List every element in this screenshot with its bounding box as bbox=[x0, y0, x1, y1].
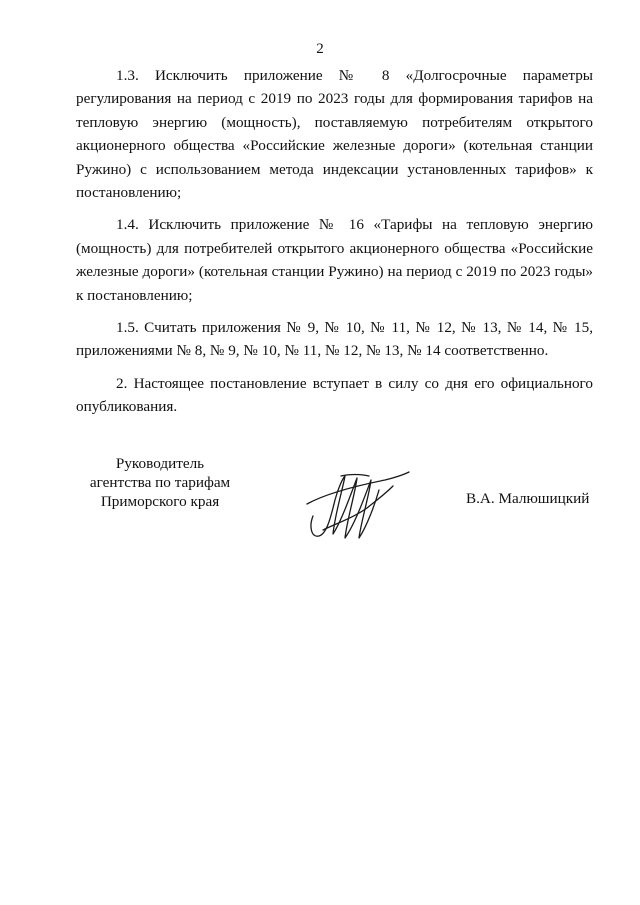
signer-title-line: агентства по тарифам bbox=[89, 474, 231, 491]
handwritten-signature bbox=[305, 464, 415, 544]
signer-name: В.А. Малюшицкий bbox=[466, 490, 590, 507]
page-number: 2 bbox=[316, 41, 324, 57]
paragraph-1-4: 1.4. Исключить приложение № 16 «Тарифы на тепловую энергию (мощность) для потребителей открытого акционерного общества «Российские железные дороги» (котельная станции Ружино) на период с 2019 по 2023 годы» к постановлению; bbox=[76, 216, 593, 304]
signer-title-line: Руководитель bbox=[115, 455, 205, 472]
signer-title-line: Приморского края bbox=[100, 493, 220, 510]
document-body bbox=[76, 64, 593, 428]
signer-title bbox=[70, 454, 250, 511]
paragraph-1-5: 1.5. Считать приложения № 9, № 10, № 11, № 12, № 13, № 14, № 15, приложениями № 8, № 9, № 10, № 11, № 12, № 13, № 14 соответственно. bbox=[76, 319, 593, 360]
signature-block bbox=[0, 454, 640, 554]
paragraph-1-3: 1.3. Исключить приложение № 8 «Долгосрочные параметры регулирования на период с 2019 по 2023 годы для формирования тарифов на тепловую энергию (мощность), поставляемую потребителям открытого акционерного общества «Российские железные дороги» (котельная станции Ружино) с использованием метода индексации установленных тарифов» к постановлению; bbox=[76, 67, 593, 202]
paragraph-2: 2. Настоящее постановление вступает в силу со дня его официального опубликования. bbox=[76, 374, 593, 416]
